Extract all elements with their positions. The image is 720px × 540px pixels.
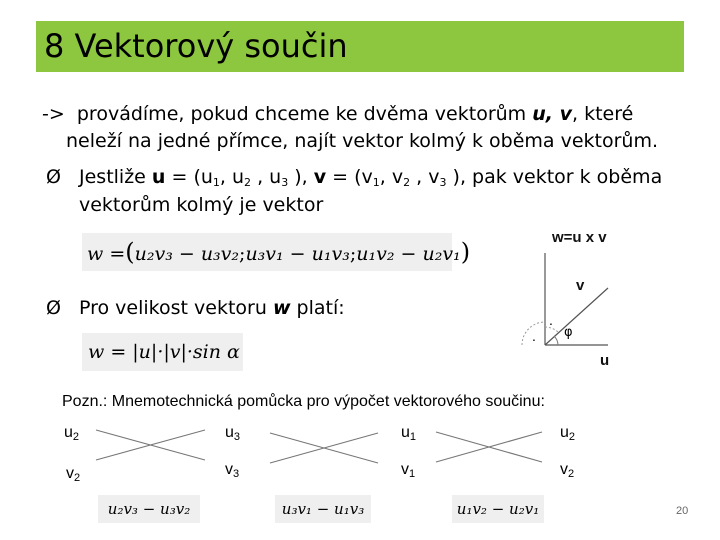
- formula-1-term-1: u₂v₃ − u₃v₂: [134, 243, 240, 265]
- grid-top-2: $u_3$: [225, 424, 241, 443]
- bullet-1-u: u: [151, 166, 166, 188]
- bullet-1-line-2: vektorům kolmý je vektor: [79, 194, 324, 216]
- grid-bottom-4: $v_2$: [560, 461, 575, 480]
- formula-2-rhs: |u|·|v|·sin α: [132, 341, 240, 363]
- result-3: u₁v₂ − u₂v₁: [452, 495, 544, 523]
- formula-2-lhs: w: [88, 341, 105, 363]
- bullet-1-sub-1: 1: [212, 176, 220, 189]
- phi-label: φ: [564, 325, 573, 340]
- grid-bottom-2: $v_3$: [225, 461, 240, 480]
- bullet-1-sub-4: 1: [372, 176, 380, 189]
- bullet-1-text-f: = (v: [326, 166, 373, 188]
- formula-1-close: ): [460, 238, 471, 266]
- bullet-1-sub-3: 3: [281, 176, 289, 189]
- bullet-1-sub-5: 2: [403, 176, 411, 189]
- intro-text-c: , které: [571, 103, 634, 125]
- bullet-1-text-e: ),: [288, 166, 314, 188]
- grid-top-4: $u_2$: [560, 424, 576, 443]
- bullet-1-text-i: ), pak vektor k oběma: [446, 166, 663, 188]
- grid-bottom-3: $v_1$: [401, 461, 416, 480]
- bullet-1-text-d: , u: [251, 166, 282, 188]
- bullet-2-w: w: [272, 297, 291, 319]
- intro-line-2: neleží na jedné přímce, najít vektor kolmý k oběma vektorům.: [66, 130, 659, 152]
- grid-top-1: $u_2$: [64, 424, 80, 443]
- formula-1-term-3: u₁v₂ − u₂v₁: [356, 243, 461, 265]
- page-number: 20: [676, 505, 689, 517]
- bullet-1-text-a: Jestliže: [79, 166, 146, 188]
- bullet-1-v: v: [313, 166, 327, 188]
- slide-title: 8 Vektorový součin: [44, 27, 348, 65]
- bullet-1-sub-6: 3: [439, 176, 447, 189]
- intro-prefix: ->: [42, 103, 65, 125]
- bullet-1-marker: Ø: [46, 166, 61, 188]
- formula-1-eq: =: [109, 243, 126, 265]
- bullet-1-text-g: , v: [379, 166, 404, 188]
- intro-text-a: provádíme, pokud chceme ke dvěma vektorům: [76, 103, 527, 125]
- v-label: v: [576, 277, 585, 294]
- formula-1-w: w: [87, 243, 104, 265]
- result-1: u₂v₃ − u₃v₂: [98, 495, 200, 523]
- bullet-1-text-c: , u: [219, 166, 245, 188]
- w-label: w=u x v: [552, 229, 607, 246]
- result-2: u₃v₁ − u₁v₃: [275, 495, 371, 523]
- grid-top-3: $u_1$: [401, 424, 417, 443]
- right-angle-dot-2: .: [549, 312, 553, 328]
- formula-1-sep-2: ;: [349, 243, 357, 265]
- formula-1-sep-1: ;: [239, 243, 246, 265]
- formula-1-term-2: u₃v₁ − u₁v₃: [245, 243, 350, 265]
- intro-vectors: u, v: [532, 103, 572, 125]
- u-label: u: [600, 352, 610, 369]
- mnemonic-note: Pozn.: Mnemotechnická pomůcka pro výpočet vektorového součinu:: [62, 393, 545, 410]
- bullet-1-sub-2: 2: [244, 176, 252, 189]
- bullet-1-text-b: = (u: [165, 166, 213, 188]
- formula-2-eq: =: [110, 341, 127, 363]
- bullet-2-text-b: platí:: [296, 297, 345, 319]
- right-angle-dot-1: .: [532, 328, 536, 344]
- formula-1-open: (: [125, 238, 135, 266]
- bullet-2-marker: Ø: [46, 297, 61, 319]
- bullet-1-text-h: , v: [410, 166, 440, 188]
- grid-bottom-1: $v_2$: [66, 465, 81, 484]
- bullet-2-text-a: Pro velikost vektoru: [79, 297, 267, 319]
